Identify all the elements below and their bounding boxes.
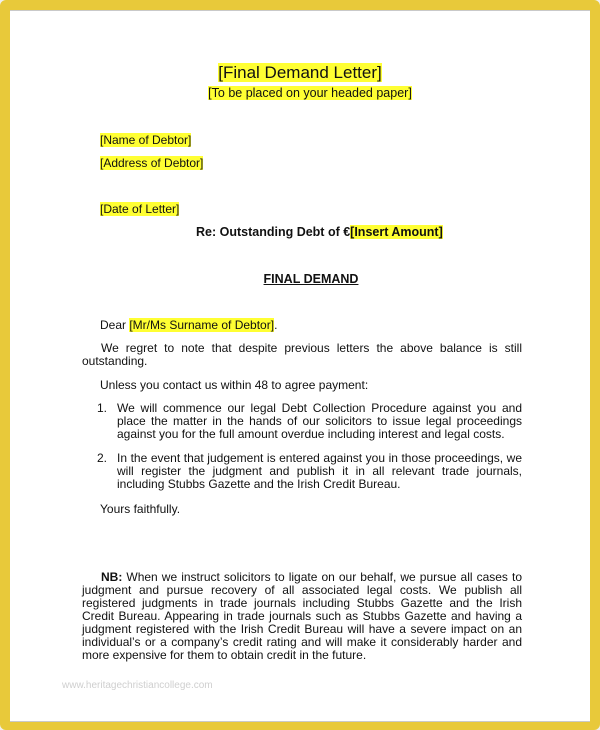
list-item-2 [82, 452, 522, 492]
re-line: Re: Outstanding Debt of €[Insert Amount] [196, 225, 443, 239]
final-demand-heading: FINAL DEMAND [263, 272, 359, 286]
debtor-address: [Address of Debtor] [100, 156, 204, 170]
nb-text: When we instruct solicitors to ligate on our behalf, we pursue all cases to judgment and pursue recovery of all associated legal costs. We publish all registered judgments in trade journals including Stubbs Gazette and the Irish Credit Bureau. Appearing in trade journals such as Stubbs Gazette and having a judgment registered with the Irish Credit Bureau will have a severe impact on an individual’s or a company’s credit rating and will make it considerably harder and more expensive for them to obtain credit in the future. [82, 570, 522, 662]
list-text: In the event that judgement is entered against you in those proceedings, we will register the judgment and publish it in all relevant trade journals, including Stubbs Gazette and the Irish Credit Bureau. [117, 451, 522, 491]
list-text: We will commence our legal Debt Collection Procedure against you and place the matter in the hands of our solicitors to issue legal proceedings against you for the full amount overdue including interest and legal costs. [117, 401, 522, 441]
letter-title: [Final Demand Letter] [218, 63, 382, 82]
paragraph-balance: We regret to note that despite previous letters the above balance is still outstanding. [82, 341, 522, 368]
list-number: 2. [97, 451, 108, 465]
paragraph-contact: Unless you contact us within 48 to agree payment: [100, 378, 369, 392]
nb-label: NB: [101, 570, 123, 584]
list-item-1 [82, 402, 522, 442]
watermark-text: www.heritagechristiancollege.com [62, 680, 213, 691]
closing: Yours faithfully. [100, 502, 181, 516]
letter-subtitle: [To be placed on your headed paper] [208, 86, 412, 100]
nb-paragraph [82, 571, 522, 662]
salutation: Dear [Mr/Ms Surname of Debtor]. [100, 318, 278, 332]
letter-date: [Date of Letter] [100, 202, 180, 216]
list-number: 1. [97, 401, 108, 415]
debtor-name: [Name of Debtor] [100, 133, 192, 147]
